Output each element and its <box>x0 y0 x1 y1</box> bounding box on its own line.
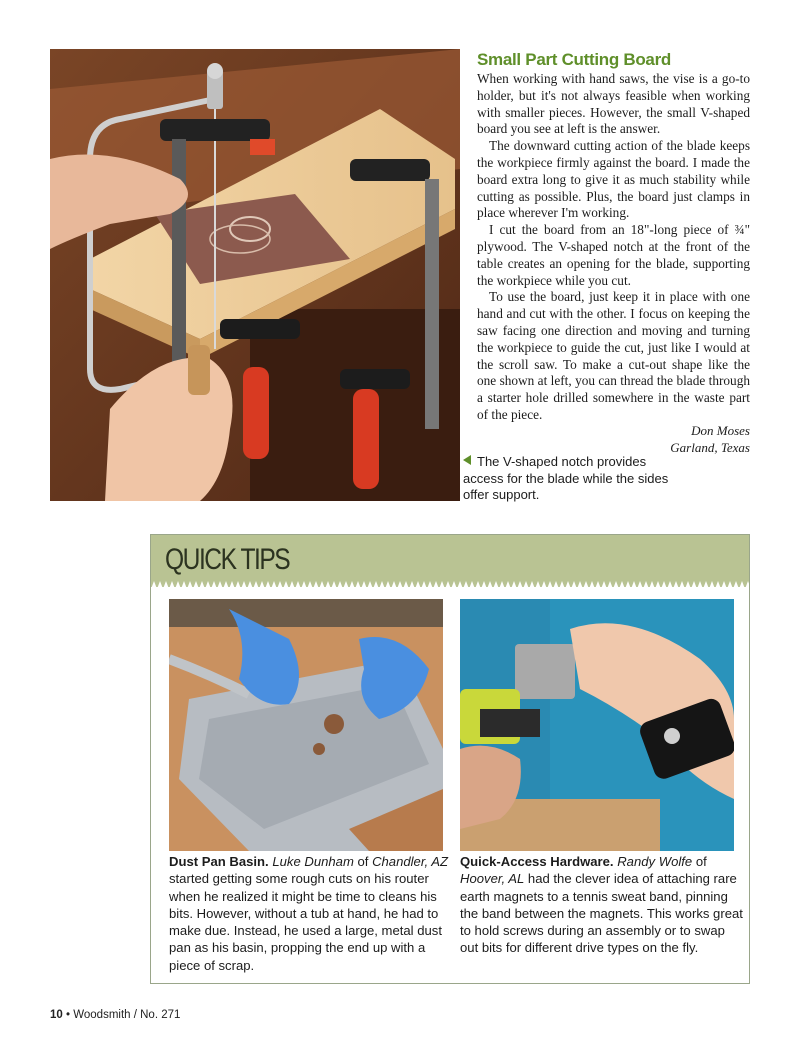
coping-saw-illustration <box>50 49 460 501</box>
tip-of: of <box>353 854 373 869</box>
tip-place: Chandler, AZ <box>372 854 448 869</box>
article-title: Small Part Cutting Board <box>477 50 671 69</box>
page-number: 10 <box>50 1009 63 1021</box>
article-paragraph: When working with hand saws, the vise is a go-to holder, but it's not always feasible when working with smaller pieces. However, the small V-shaped board you see at left is the answer. <box>477 71 750 137</box>
dust-pan-photo <box>169 599 443 851</box>
tip-body: had the clever idea of attaching rare earth magnets to a tennis sweat band, pinning the band between the magnets. This works great to hold screws during an assembly or to swap out bits for different drive types on the fly. <box>460 871 743 956</box>
author-name: Don Moses <box>691 423 750 438</box>
tip-title: Quick-Access Hardware. <box>460 854 614 869</box>
tip-place: Hoover, AL <box>460 871 525 887</box>
tip-body: started getting some rough cuts on his router when he realized it might be time to cleans his bits. However, without a tub at hand, he had to make due. Instead, he used a large, metal dust pan as his basin, propping the end up with a piece of scrap. <box>169 871 442 973</box>
page-footer <box>50 1009 180 1021</box>
author-location: Garland, Texas <box>670 440 750 455</box>
dust-pan-illustration <box>169 599 443 851</box>
tip-author: Randy Wolfe <box>617 854 693 869</box>
hardware-illustration <box>460 599 734 851</box>
tip-author: Luke Dunham <box>272 854 354 869</box>
zigzag-border <box>151 581 749 589</box>
caption-arrow-icon <box>463 455 471 465</box>
tip-title: Dust Pan Basin. <box>169 854 269 869</box>
tip-dust-pan-basin <box>169 853 454 974</box>
article-paragraph: I cut the board from an 18"-long piece of ¾" plywood. The V-shaped notch at the front of the table creates an opening for the blade, supporting the workpiece while you cut. <box>477 222 750 288</box>
quick-tips-header <box>151 535 749 587</box>
article-body <box>477 71 750 424</box>
coping-saw-photo <box>50 49 460 501</box>
photo-caption <box>463 454 673 504</box>
byline <box>560 422 750 456</box>
article-paragraph: To use the board, just keep it in place with one hand and cut with the other. I focus on keeping the saw facing one direction and moving and turning the workpiece to guide the cut, just like I would at the scroll saw. To make a cut-out shape like the one shown at left, you can thread the blade through a starter hole drilled somewhere in the waste part of the piece. <box>477 289 750 422</box>
tip-quick-access-hardware <box>460 853 745 957</box>
quick-tips-box <box>150 534 750 984</box>
quick-tips-heading: QUICK TIPS <box>165 543 290 576</box>
article-paragraph: The downward cutting action of the blade keeps the workpiece firmly against the board. I made the board extra long to give it as much stability while cutting as possible. Plus, the board just clamps in place wherever I'm working. <box>477 138 750 221</box>
hardware-photo <box>460 599 734 851</box>
footer-bullet: • <box>66 1009 71 1021</box>
caption-text: The V-shaped notch provides access for the blade while the sides offer support. <box>463 454 669 502</box>
publication-name: Woodsmith / No. 271 <box>73 1009 181 1021</box>
tip-of: of <box>692 854 707 869</box>
